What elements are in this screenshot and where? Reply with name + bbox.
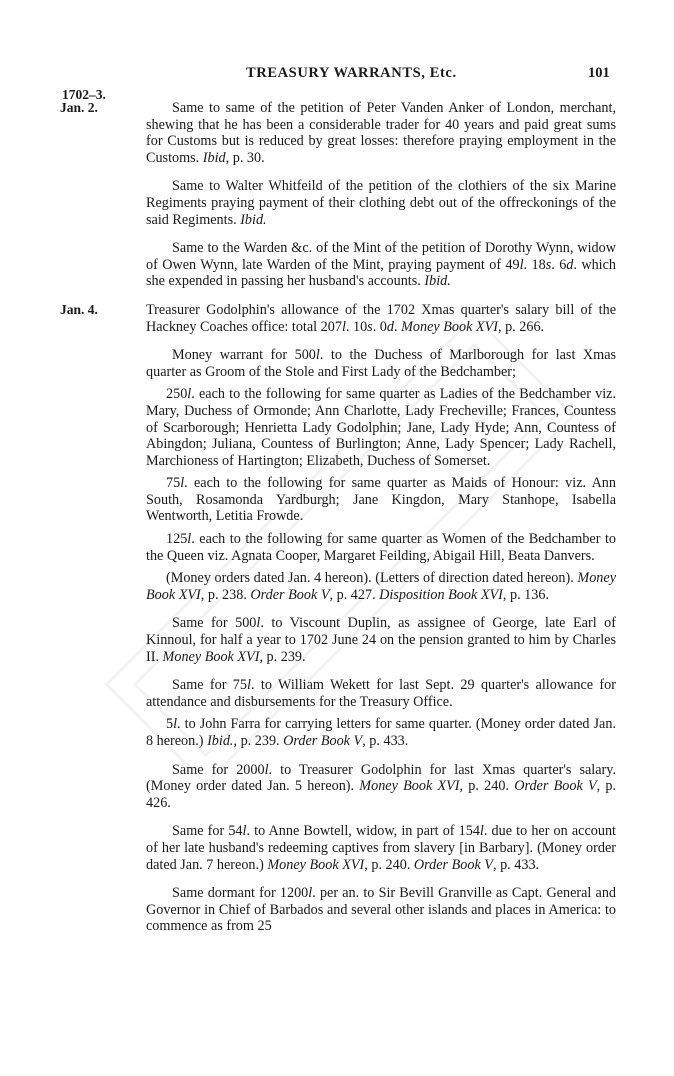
- italic-reference: l: [519, 256, 524, 273]
- entry-date: [60, 762, 146, 812]
- text-run: Money warrant for 500: [172, 347, 316, 364]
- text-run: 125: [166, 531, 188, 548]
- text-run: Same to Walter Whitfeild of the petition of the clothiers of the six Marine Regiments praying payment of their clothing debt out of the offreckonings of the said Regiments.: [146, 178, 616, 228]
- entry-paragraph: [60, 762, 616, 812]
- text-run: 5: [166, 716, 174, 733]
- entry-text: [146, 677, 616, 710]
- italic-reference: l: [479, 823, 484, 840]
- entry-paragraph: [60, 302, 616, 335]
- entry-date: [60, 716, 146, 749]
- entry-text: [146, 885, 616, 935]
- text-run: Same to the Warden &c. of the Mint of the petition of Dorothy Wynn, widow of Owen Wynn, late Warden of the Mint, praying payment of 49: [146, 240, 616, 273]
- entry-date: [60, 386, 146, 469]
- text-run: , p. 433.: [362, 733, 409, 749]
- italic-reference: l: [247, 677, 251, 694]
- entry-date: [60, 823, 146, 873]
- italic-reference: Disposition Book XVI: [379, 586, 503, 603]
- text-run: . to John Farra for carrying letters for same quarter. (Money order dated Jan. 8 hereon.): [146, 716, 616, 749]
- entry-paragraph: [60, 475, 616, 525]
- entry-date: [60, 677, 146, 710]
- entry-date: [60, 615, 146, 665]
- text-run: , p. 266.: [497, 318, 545, 335]
- entry-date: Jan. 2.: [60, 100, 98, 115]
- text-run: , p. 427.: [329, 586, 380, 603]
- page-number: 101: [588, 65, 610, 81]
- text-run: Treasurer Godolphin's allowance of the 1702 Xmas quarter's salary bill of the Hackney Coaches office: total 207: [146, 301, 616, 335]
- italic-reference: Ibid.: [207, 733, 234, 749]
- italic-reference: Ibid: [202, 149, 226, 166]
- italic-reference: s: [545, 256, 552, 273]
- entry-paragraph: [60, 531, 616, 564]
- italic-reference: l: [341, 318, 346, 335]
- text-run: Same dormant for 1200: [172, 885, 309, 902]
- text-run: Same to same of the petition of Peter Vanden Anker of London, merchant, shewing that he has been a considerable trader for 40 years and paid great sums for Customs but is reduced by great losses: therefore praying employment in the Customs.: [146, 100, 616, 166]
- entry-text: [146, 570, 616, 603]
- text-run: . to William Wekett for last Sept. 29 quarter's allowance for attendance and disbursements for the Treasury Office.: [146, 677, 616, 710]
- entry-paragraph: [60, 347, 616, 380]
- entry-text: [146, 347, 616, 380]
- text-run: . to Viscount Duplin, as assignee of George, late Earl of Kinnoul, for half a year to 1702 June 24 on the pension granted to him by Charles II.: [146, 615, 616, 665]
- entry-paragraph: [60, 178, 616, 228]
- entry-text: [146, 615, 616, 665]
- text-run: , p. 136.: [502, 586, 549, 603]
- page-header: [0, 65, 674, 85]
- entry-text: [146, 475, 616, 525]
- text-run: Same for 75: [172, 677, 247, 694]
- entry-date: [60, 347, 146, 380]
- text-run: Same for 54: [172, 823, 243, 840]
- italic-reference: Money Book XVI: [162, 648, 260, 665]
- italic-reference: Money Book XVI: [359, 778, 460, 795]
- text-run: , p. 239.: [259, 648, 306, 665]
- text-run: , p. 240.: [364, 856, 414, 873]
- text-run: . each to the following for same quarter as Ladies of the Bedchamber viz. Mary, Duchess of Ormonde; Ann Charlotte, Lady Frecheville; Frances, Countess of Scarborough; Henrietta Lady Godolphin; Jane, Lady Hyde; Ann, Countess of Abingdon; Juliana, Countess of Burlington; Anne, Lady Spencer; Lady Rachell, Marchioness of Hartington; Elizabeth, Duchess of Somerset.: [146, 386, 616, 469]
- italic-reference: Money Book XVI: [146, 570, 616, 603]
- text-run: 75: [166, 475, 181, 492]
- entry-date: [60, 570, 146, 603]
- running-title: TREASURY WARRANTS, Etc.: [246, 65, 457, 81]
- entry-text: [146, 386, 616, 469]
- entry-date: [60, 178, 146, 228]
- entry-paragraph: [60, 885, 616, 935]
- italic-reference: Order Book V: [250, 586, 330, 603]
- text-run: 250: [166, 386, 188, 403]
- text-run: . which she expended in passing her husband's accounts.: [146, 256, 617, 290]
- text-run: . 18: [523, 256, 546, 273]
- entry-date: [60, 531, 146, 564]
- entry-paragraph: [60, 240, 616, 290]
- entry-date: [60, 475, 146, 525]
- entry-text: [146, 762, 616, 812]
- document-body: [60, 100, 616, 947]
- text-run: . 6: [551, 256, 567, 273]
- italic-reference: l: [173, 716, 178, 733]
- text-run: . due to her on account of her late husband's redeeming captives from slavery [in Barbary]. (Money order dated Jan. 7 hereon.): [146, 823, 616, 873]
- entry-text: [146, 302, 616, 335]
- entry-paragraph: [60, 716, 616, 749]
- italic-reference: l: [256, 615, 261, 632]
- italic-reference: l: [308, 885, 313, 902]
- text-run: , p. 239.: [233, 733, 284, 749]
- entry-paragraph: [60, 386, 616, 469]
- text-run: (Money orders dated Jan. 4 hereon). (Letters of direction dated hereon).: [166, 570, 578, 587]
- text-run: , p. 433.: [492, 856, 540, 873]
- italic-reference: l: [180, 475, 185, 492]
- italic-reference: l: [187, 531, 192, 548]
- italic-reference: l: [315, 347, 320, 364]
- italic-reference: Ibid.: [424, 273, 451, 290]
- entry-paragraph: [60, 677, 616, 710]
- entry-text: [146, 716, 616, 749]
- text-run: . per an. to Sir Bevill Granville as Capt. General and Governor in Chief of Barbados and several other islands and places in America: to commence as from 25: [146, 885, 617, 935]
- entry-text: [146, 823, 616, 873]
- italic-reference: Order Book V: [514, 778, 597, 795]
- entry-date: [60, 885, 146, 935]
- text-run: . to the Duchess of Marlborough for last Xmas quarter as Groom of the Stole and First Lady of the Bedchamber;: [146, 347, 617, 380]
- italic-reference: Money Book XVI: [401, 318, 498, 335]
- text-run: , p. 426.: [146, 778, 617, 811]
- text-run: . each to the following for same quarter as Women of the Bedchamber to the Queen viz. Agnata Cooper, Margaret Feilding, Abigail Hill, Beata Danvers.: [146, 531, 616, 564]
- italic-reference: l: [242, 823, 247, 840]
- text-run: . to Anne Bowtell, widow, in part of 154: [246, 823, 480, 840]
- entry-date: [60, 240, 146, 290]
- text-run: , p. 30.: [225, 149, 265, 166]
- text-run: . each to the following for same quarter as Maids of Honour: viz. Ann South, Rosamonda Yardburgh; Jane Kingdon, Mary Stanhope, Isabella Wentworth, Letitia Frowde.: [146, 475, 616, 525]
- text-run: Same for 2000: [172, 761, 265, 778]
- text-run: , p. 240.: [459, 778, 515, 795]
- entry-text: [146, 531, 616, 564]
- entry-paragraph: [60, 615, 616, 665]
- text-run: .: [393, 318, 402, 335]
- italic-reference: Money Book XVI: [267, 856, 365, 873]
- italic-reference: Order Book V: [283, 733, 363, 749]
- year-marginal-note: 1702–3.: [62, 87, 106, 102]
- entry-paragraph: [60, 823, 616, 873]
- entry-paragraph: [60, 100, 616, 166]
- italic-reference: l: [264, 761, 269, 778]
- text-run: . 10: [345, 318, 368, 335]
- italic-reference: l: [187, 386, 192, 403]
- entry-date: Jan. 4.: [60, 301, 98, 317]
- text-run: . to Treasurer Godolphin for last Xmas quarter's salary. (Money order dated Jan. 5 hereon).: [146, 761, 616, 795]
- italic-reference: Order Book V: [413, 856, 493, 873]
- text-run: , p. 238.: [200, 586, 251, 603]
- italic-reference: Ibid.: [240, 211, 267, 228]
- text-run: . 0: [372, 318, 387, 335]
- italic-reference: d: [386, 318, 394, 335]
- italic-reference: d: [566, 256, 574, 273]
- entry-text: [146, 178, 616, 228]
- entry-paragraph: [60, 570, 616, 603]
- entry-text: [146, 100, 616, 166]
- text-run: Same for 500: [172, 615, 257, 632]
- entry-text: [146, 240, 616, 290]
- italic-reference: s: [367, 318, 373, 335]
